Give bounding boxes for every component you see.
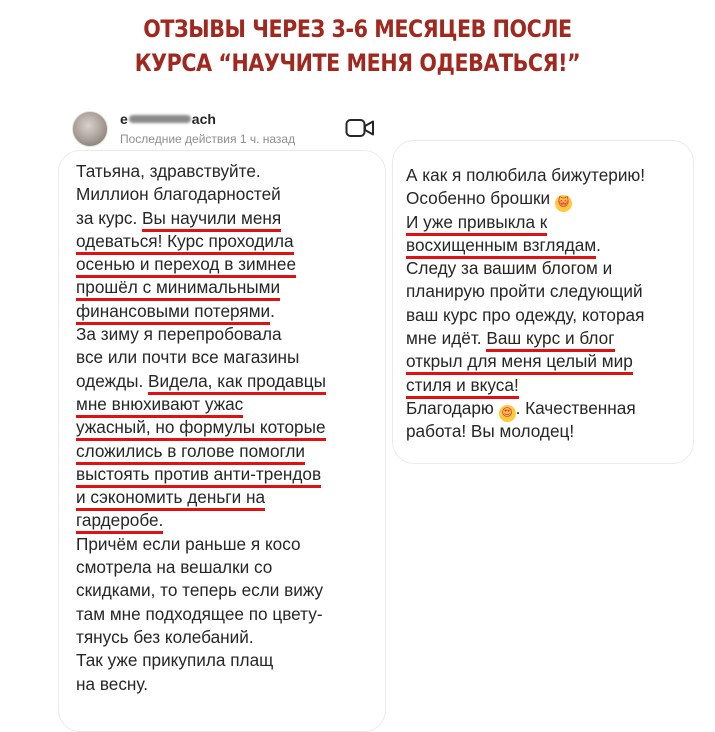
highlighted-text: ужасный, но формулы которые [76,417,326,441]
message-text: . [270,300,275,321]
avatar[interactable] [72,111,108,147]
message-line [76,603,326,626]
highlighted-text: и сэкономить деньги на [76,487,265,511]
username-redaction [129,115,191,123]
highlighted-text: Ваш курс и блог [486,328,614,352]
highlighted-text: одеваться! Курс проходила [76,231,294,255]
message-text: мне идёт. [406,328,487,349]
message-text: ваш курс про одежду, которая [406,304,645,325]
highlighted-text: финансовыми потерями [76,301,270,325]
highlighted-text: стиля и вкуса! [406,375,519,399]
message-line [406,234,645,257]
message-text: Особенно брошки [406,188,555,209]
message-line [76,276,326,299]
highlighted-text: гардеробе. [76,510,163,534]
message-text: там мне подходящее по цвету- [76,603,323,624]
message-text: За зиму я перепробовала [76,324,282,345]
highlighted-text: прошёл с минимальными [76,277,280,301]
message-line [76,230,326,253]
message-line [76,323,326,346]
message-text: тянусь без колебаний. [76,626,254,647]
message-line [76,579,326,602]
highlighted-text: Видела, как продавцы [148,371,326,395]
video-camera-icon[interactable] [345,117,375,139]
message-line [76,346,326,369]
message-line [76,649,326,672]
message-line [406,304,645,327]
message-text: Татьяна, здравствуйте. [76,161,261,181]
message-line [76,416,326,439]
message-text: Так уже прикупила плащ [76,650,274,671]
highlighted-text: мне внюхивают ужас [76,394,243,418]
message-text: смотрела на вешалки со [76,557,273,578]
highlighted-text: открыл для меня целый мир [406,351,633,375]
message-text: А как я полюбила бижутерию! [406,165,646,185]
message-line [76,486,326,509]
message-text: работа! Вы молодец! [406,421,575,442]
message-line [406,164,645,187]
headline-line-1: ОТЗЫВЫ ЧЕРЕЗ 3-6 МЕСЯЦЕВ ПОСЛЕ [143,15,572,43]
heart-eyes-emoji-icon: 😍 [499,405,516,422]
message-line [406,187,645,210]
message-line [406,327,645,350]
message-line [76,509,326,532]
highlighted-text: сложились в голове помогли [76,441,305,465]
message-line [76,533,326,556]
last-seen-status: Последние действия 1 ч. назад [120,132,296,146]
message-line [406,211,645,234]
message-line [76,463,326,486]
message-line [406,280,645,303]
message-text: все или почти все магазины [76,347,300,368]
message-line [76,393,326,416]
message-line [76,160,326,183]
highlighted-text: восхищенным взглядам [406,235,596,259]
highlighted-text: Вы научили меня [142,208,281,232]
highlighted-text: осенью и переход в зимнее [76,254,296,278]
highlighted-text: И уже привыкла к [406,212,547,236]
username-end: ach [191,111,216,127]
message-text: Миллион благодарностей [76,184,281,205]
message-text: за курс. [76,207,143,228]
message-text: на весну. [76,673,149,694]
message-text: Благодарю [406,397,499,418]
chat-header [70,103,390,153]
message-line [76,253,326,276]
highlighted-text: выстоять против анти-трендов [76,464,321,488]
message-line [406,350,645,373]
message-line [406,374,645,397]
message-line [76,556,326,579]
message-line [76,626,326,649]
message-line [406,420,645,443]
message-text: одежды. [76,370,149,391]
message-text: . [596,234,601,255]
message-line [76,300,326,323]
message-line [76,673,326,696]
message-text: скидками, то теперь если вижу [76,580,324,601]
username[interactable] [120,111,216,127]
message-text: Причём если раньше я косо [76,533,301,554]
message-line [76,370,326,393]
message-text: Следу за вашим блогом и [406,258,613,279]
headline-line-2: КУРСА “НАУЧИТЕ МЕНЯ ОДЕВАТЬСЯ!” [134,49,581,77]
message-line [406,257,645,280]
headline [50,12,665,80]
message-line [76,183,326,206]
message-left-text[interactable] [76,160,326,696]
message-line [76,207,326,230]
message-line [406,397,645,420]
message-text: планирую пройти следующий [406,281,643,302]
message-line [76,440,326,463]
smiling-cat-emoji-icon: 😺 [555,195,572,212]
message-text: . Качественная [515,397,636,418]
message-right-text[interactable] [406,164,645,444]
username-start: e [120,111,128,127]
